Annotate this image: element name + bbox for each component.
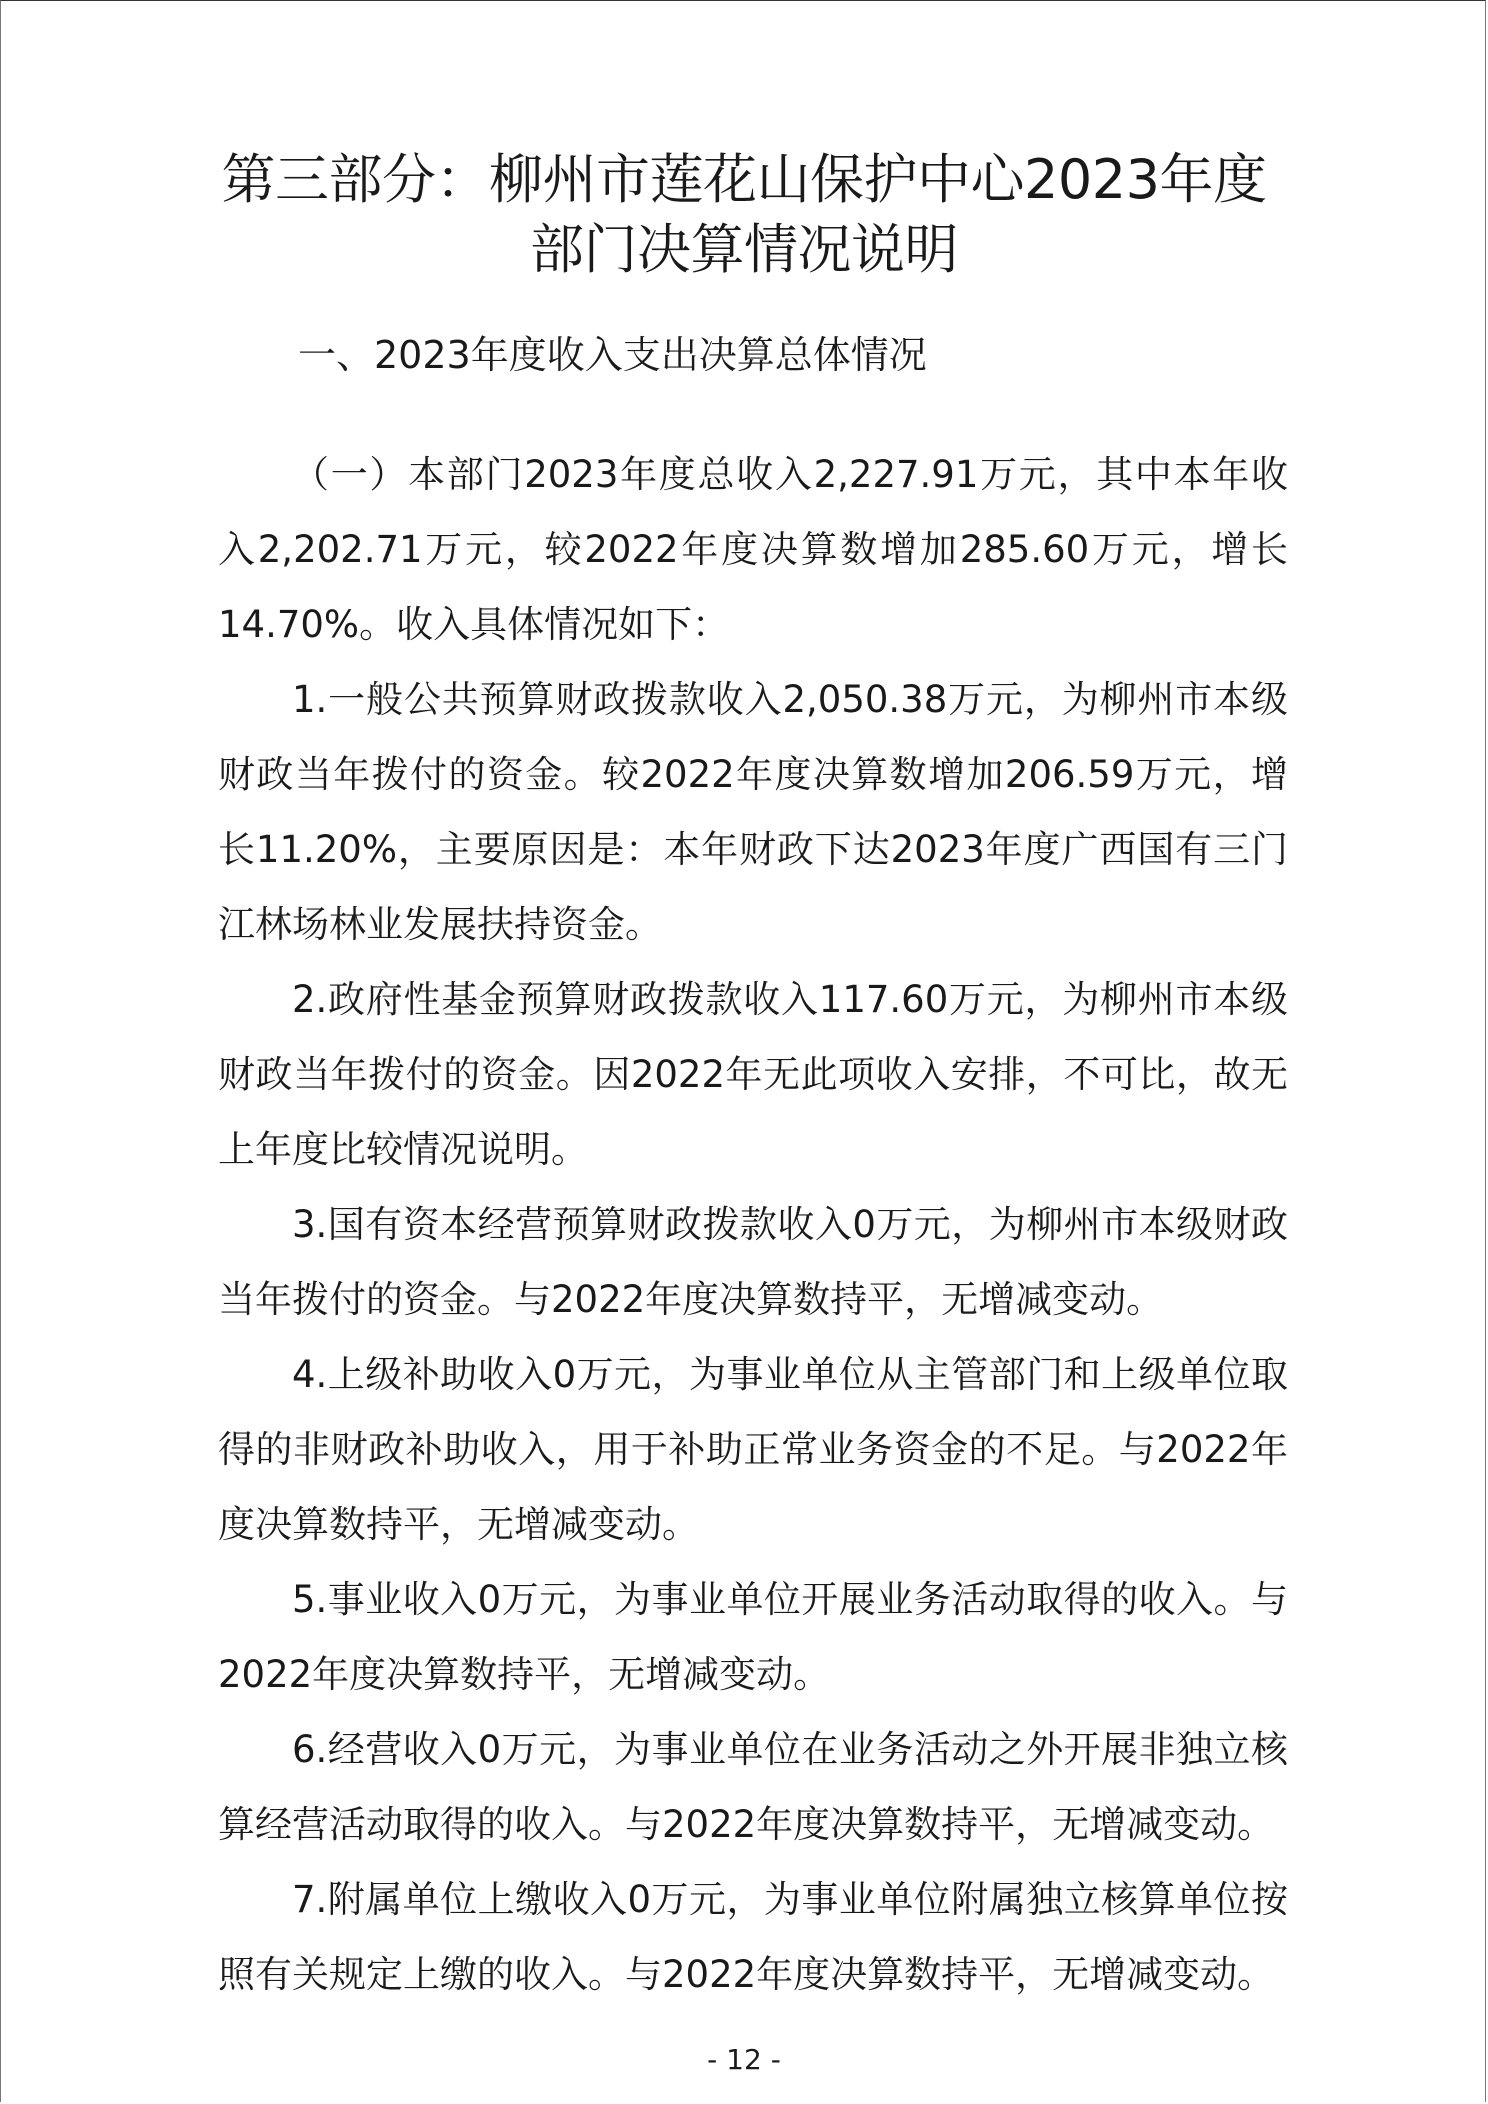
paragraph-item-3: 3.国有资本经营预算财政拨款收入0万元，为柳州市本级财政当年拨付的资金。与2022年度决算数持平，无增减变动。 (218, 1203, 1288, 1321)
paragraph-item-2: 2.政府性基金预算财政拨款收入117.60万元，为柳州市本级财政当年拨付的资金。因2022年无此项收入安排，不可比，故无上年度比较情况说明。 (218, 978, 1288, 1171)
paragraph-item-5: 5.事业收入0万元，为事业单位开展业务活动取得的收入。与2022年度决算数持平，无增减变动。 (218, 1578, 1288, 1696)
paragraph-item-1: 1.一般公共预算财政拨款收入2,050.38万元，为柳州市本级财政当年拨付的资金。较2022年度决算数增加206.59万元，增长11.20%，主要原因是：本年财政下达2023年度广西国有三门江林场林业发展扶持资金。 (218, 678, 1288, 946)
paragraph-item-6: 6.经营收入0万元，为事业单位在业务活动之外开展非独立核算经营活动取得的收入。与2022年度决算数持平，无增减变动。 (218, 1728, 1288, 1846)
body-text (218, 437, 1288, 2012)
title-line-2: 部门决算情况说明 (530, 218, 958, 281)
page-title (0, 145, 1488, 285)
title-line-1: 第三部分：柳州市莲花山保护中心2023年度 (221, 148, 1267, 211)
paragraph-item-4: 4.上级补助收入0万元，为事业单位从主管部门和上级单位取得的非财政补助收入，用于补助正常业务资金的不足。与2022年度决算数持平，无增减变动。 (218, 1353, 1288, 1546)
section-heading: 一、2023年度收入支出决算总体情况 (298, 333, 927, 377)
page-number: - 12 - (707, 2043, 781, 2076)
paragraph-item-7: 7.附属单位上缴收入0万元，为事业单位附属独立核算单位按照有关规定上缴的收入。与2022年度决算数持平，无增减变动。 (218, 1878, 1288, 1996)
paragraph-summary: （一）本部门2023年度总收入2,227.91万元，其中本年收入2,202.71万元，较2022年度决算数增加285.60万元，增长14.70%。收入具体情况如下： (218, 453, 1288, 646)
